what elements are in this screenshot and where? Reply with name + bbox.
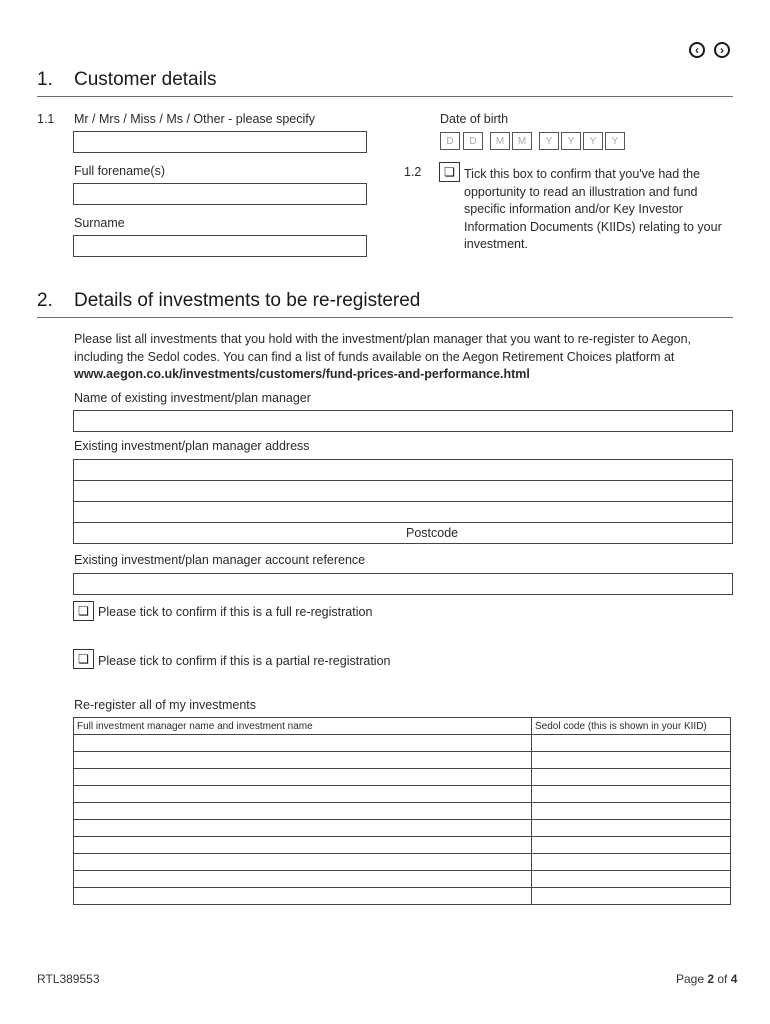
investment-name-cell[interactable] <box>74 769 532 786</box>
table-row <box>74 735 731 752</box>
account-ref-input[interactable] <box>73 573 733 595</box>
sedol-code-cell[interactable] <box>532 769 731 786</box>
title-input[interactable] <box>73 131 367 153</box>
address-line-3-input[interactable] <box>73 501 733 523</box>
full-reregistration-checkbox[interactable] <box>73 601 94 621</box>
address-line-2-input[interactable] <box>73 480 733 502</box>
dob-day-2[interactable]: D <box>463 132 483 150</box>
sedol-code-cell[interactable] <box>532 752 731 769</box>
kiid-confirm-checkbox[interactable] <box>439 162 460 182</box>
table-row <box>74 820 731 837</box>
dob-label: Date of birth <box>440 112 509 126</box>
table-row <box>74 888 731 905</box>
manager-name-input[interactable] <box>73 410 733 432</box>
table-row <box>74 854 731 871</box>
surname-label: Surname <box>74 216 125 230</box>
chevron-right-icon: › <box>720 43 724 57</box>
investment-name-cell[interactable] <box>74 837 532 854</box>
investment-name-cell[interactable] <box>74 752 532 769</box>
dob-month-2[interactable]: M <box>512 132 532 150</box>
page-current: 2 <box>707 972 715 986</box>
table-row <box>74 769 731 786</box>
table-row <box>74 871 731 888</box>
sedol-code-cell[interactable] <box>532 837 731 854</box>
table-row <box>74 803 731 820</box>
forename-label: Full forename(s) <box>74 164 165 178</box>
investment-name-cell[interactable] <box>74 820 532 837</box>
postcode-label: Postcode <box>406 526 459 540</box>
section-1-title: Customer details <box>74 69 217 90</box>
section-2-number: 2. <box>37 290 53 311</box>
sedol-code-cell[interactable] <box>532 735 731 752</box>
section-2-intro <box>74 331 734 384</box>
checkbox-icon: ❏ <box>78 604 89 618</box>
kiid-confirm-text: Tick this box to confirm that you've had the opportunity to read an illustration and fund specific information and/or Key Investor Information Documents (KIIDs) relating to your investment. <box>464 167 722 251</box>
previous-page-button[interactable] <box>689 42 705 58</box>
investment-name-cell[interactable] <box>74 786 532 803</box>
chevron-left-icon: ‹ <box>695 43 699 57</box>
table-row <box>74 786 731 803</box>
question-1-1-number: 1.1 <box>37 112 55 126</box>
all-investments-label: Re-register all of my investments <box>74 698 257 712</box>
section-1-number: 1. <box>37 69 53 90</box>
address-line-1-input[interactable] <box>73 459 733 481</box>
account-ref-label: Existing investment/plan manager account reference <box>74 553 366 567</box>
partial-reregistration-label: Please tick to confirm if this is a partial re-registration <box>98 654 391 668</box>
manager-name-label: Name of existing investment/plan manager <box>74 391 311 405</box>
dob-year-4[interactable]: Y <box>605 132 625 150</box>
dob-year-3[interactable]: Y <box>583 132 603 150</box>
checkbox-icon: ❏ <box>78 652 89 666</box>
sedol-code-cell[interactable] <box>532 871 731 888</box>
investment-name-header: Full investment manager name and investment name <box>74 718 532 735</box>
forename-input[interactable] <box>73 183 367 205</box>
investment-name-cell[interactable] <box>74 871 532 888</box>
investments-table <box>73 717 731 905</box>
next-page-button[interactable] <box>714 42 730 58</box>
checkbox-icon: ❏ <box>444 165 455 179</box>
fund-prices-link[interactable]: www.aegon.co.uk/investments/customers/fund-prices-and-performance.html <box>74 367 530 381</box>
page-indicator <box>676 972 737 986</box>
intro-text: Please list all investments that you hold with the investment/plan manager that you want to re-register to Aegon, including the Sedol codes. You can find a list of funds available on the Aegon Retirement Choices platform at <box>74 332 692 364</box>
dob-month-1[interactable]: M <box>490 132 510 150</box>
table-row <box>74 837 731 854</box>
page-prefix: Page <box>676 972 708 986</box>
page-total: 4 <box>730 972 738 986</box>
sedol-code-cell[interactable] <box>532 786 731 803</box>
dob-year-1[interactable]: Y <box>539 132 559 150</box>
sedol-code-header: Sedol code (this is shown in your KIID) <box>532 718 731 735</box>
document-reference: RTL389553 <box>37 972 100 986</box>
investment-name-cell[interactable] <box>74 854 532 871</box>
sedol-code-cell[interactable] <box>532 820 731 837</box>
question-1-2-number: 1.2 <box>404 165 422 179</box>
section-2-divider <box>37 317 733 318</box>
investment-name-cell[interactable] <box>74 888 532 905</box>
investment-name-cell[interactable] <box>74 803 532 820</box>
dob-year-2[interactable]: Y <box>561 132 581 150</box>
sedol-code-cell[interactable] <box>532 854 731 871</box>
partial-reregistration-checkbox[interactable] <box>73 649 94 669</box>
table-header-row <box>74 718 731 735</box>
table-row <box>74 752 731 769</box>
sedol-code-cell[interactable] <box>532 888 731 905</box>
investment-name-cell[interactable] <box>74 735 532 752</box>
manager-address-label: Existing investment/plan manager address <box>74 439 310 453</box>
full-reregistration-label: Please tick to confirm if this is a full re-registration <box>98 605 373 619</box>
page-of: of <box>714 972 731 986</box>
section-1-divider <box>37 96 733 97</box>
surname-input[interactable] <box>73 235 367 257</box>
title-label: Mr / Mrs / Miss / Ms / Other - please specify <box>74 112 316 126</box>
postcode-input[interactable] <box>470 523 732 543</box>
dob-day-1[interactable]: D <box>440 132 460 150</box>
section-2-title: Details of investments to be re-registered <box>74 290 421 311</box>
sedol-code-cell[interactable] <box>532 803 731 820</box>
